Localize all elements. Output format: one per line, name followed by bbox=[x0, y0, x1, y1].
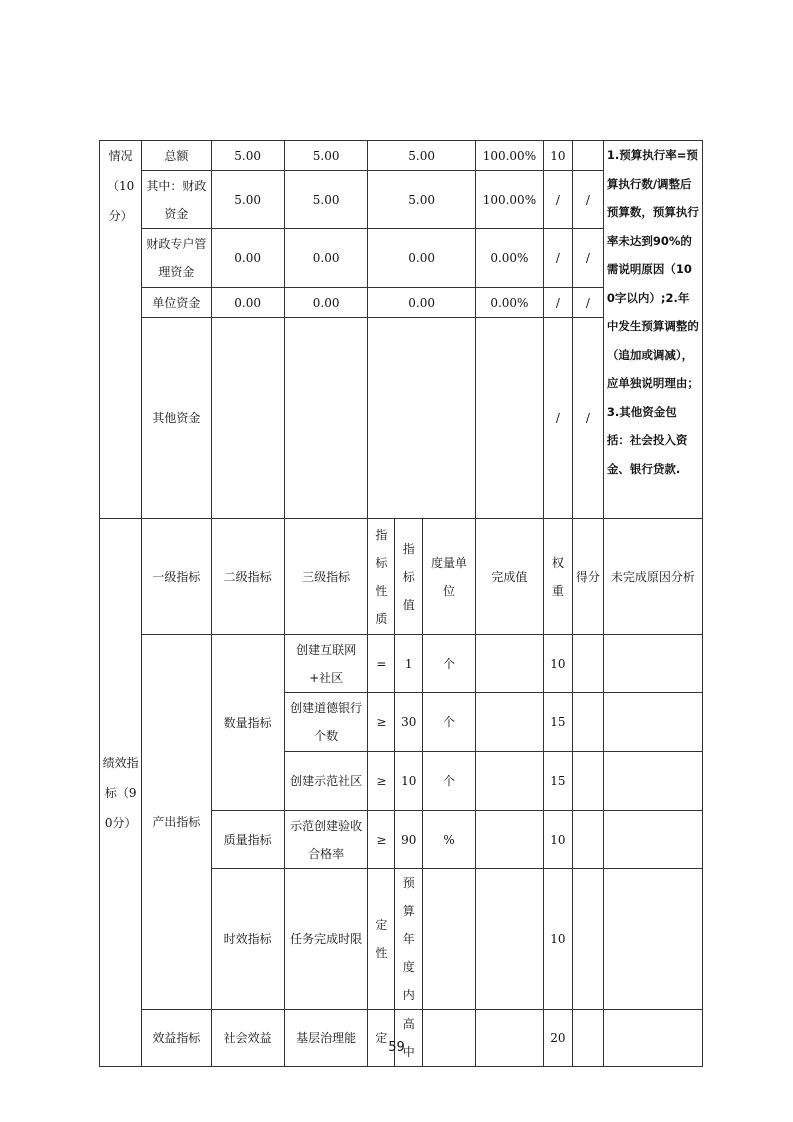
budget-cell-b: 5.00 bbox=[284, 141, 368, 171]
header-unit: 度量单位 bbox=[423, 519, 476, 635]
indicator-score bbox=[572, 1010, 603, 1067]
budget-cell-rate: 0.00% bbox=[475, 288, 543, 318]
budget-row bbox=[100, 141, 703, 171]
budget-cell-a: 0.00 bbox=[211, 288, 284, 318]
budget-cell-b bbox=[284, 318, 368, 519]
quantity-indicator-label: 数量指标 bbox=[211, 635, 284, 811]
budget-cell-weight: 10 bbox=[543, 141, 572, 171]
indicator-nature: ≥ bbox=[368, 693, 395, 752]
budget-cell-rate: 0.00% bbox=[475, 229, 543, 288]
budget-cell-c bbox=[368, 318, 475, 519]
indicator-value: 1 bbox=[395, 635, 423, 693]
indicator-unit: % bbox=[423, 811, 476, 869]
indicator-value: 30 bbox=[395, 693, 423, 752]
indicator-name: 创建互联网+社区 bbox=[284, 635, 368, 693]
budget-cell-score bbox=[572, 141, 603, 171]
header-score: 得分 bbox=[572, 519, 603, 635]
indicator-nature: = bbox=[368, 635, 395, 693]
indicator-score bbox=[572, 869, 603, 1010]
budget-row-name: 其中：财政资金 bbox=[142, 171, 211, 229]
budget-cell-c: 0.00 bbox=[368, 229, 475, 288]
indicator-done bbox=[475, 811, 543, 869]
indicator-weight: 20 bbox=[543, 1010, 572, 1067]
budget-cell-c: 5.00 bbox=[368, 141, 475, 171]
perf-section-label: 绩效指标（90分） bbox=[100, 519, 142, 1067]
indicator-nature: ≥ bbox=[368, 811, 395, 869]
budget-cell-c: 0.00 bbox=[368, 288, 475, 318]
budget-cell-weight: / bbox=[543, 171, 572, 229]
budget-cell-a: 5.00 bbox=[211, 141, 284, 171]
budget-cell-rate: 100.00% bbox=[475, 141, 543, 171]
header-done: 完成值 bbox=[475, 519, 543, 635]
indicator-weight: 15 bbox=[543, 693, 572, 752]
indicator-reason bbox=[603, 1010, 702, 1067]
indicator-weight: 10 bbox=[543, 811, 572, 869]
budget-cell-b: 0.00 bbox=[284, 288, 368, 318]
indicator-reason bbox=[603, 693, 702, 752]
header-level3: 三级指标 bbox=[284, 519, 368, 635]
indicator-unit: 个 bbox=[423, 752, 476, 811]
indicator-reason bbox=[603, 811, 702, 869]
indicator-unit: 个 bbox=[423, 693, 476, 752]
indicator-weight: 10 bbox=[543, 869, 572, 1010]
budget-cell-weight: / bbox=[543, 229, 572, 288]
indicator-reason bbox=[603, 635, 702, 693]
budget-cell-b: 0.00 bbox=[284, 229, 368, 288]
indicator-weight: 15 bbox=[543, 752, 572, 811]
indicator-value: 10 bbox=[395, 752, 423, 811]
header-level1: 一级指标 bbox=[142, 519, 211, 635]
social-benefit-label: 社会效益 bbox=[211, 1010, 284, 1067]
header-reason: 未完成原因分析 bbox=[603, 519, 702, 635]
indicator-name: 创建示范社区 bbox=[284, 752, 368, 811]
perf-header-row bbox=[100, 519, 703, 635]
budget-cell-a bbox=[211, 318, 284, 519]
budget-row-name: 财政专户管理资金 bbox=[142, 229, 211, 288]
indicator-nature: 定 bbox=[368, 1010, 395, 1067]
indicator-nature: 定性 bbox=[368, 869, 395, 1010]
indicator-score bbox=[572, 693, 603, 752]
indicator-unit bbox=[423, 1010, 476, 1067]
indicator-value: 预算年度内 bbox=[395, 869, 423, 1010]
budget-cell-score: / bbox=[572, 288, 603, 318]
indicator-row bbox=[100, 1010, 703, 1067]
benefit-indicator-label: 效益指标 bbox=[142, 1010, 211, 1067]
indicator-value: 高中 bbox=[395, 1010, 423, 1067]
performance-table bbox=[99, 140, 703, 1067]
indicator-value: 90 bbox=[395, 811, 423, 869]
header-weight: 权重 bbox=[543, 519, 572, 635]
budget-cell-rate: 100.00% bbox=[475, 171, 543, 229]
indicator-weight: 10 bbox=[543, 635, 572, 693]
indicator-unit: 个 bbox=[423, 635, 476, 693]
timeliness-indicator-label: 时效指标 bbox=[211, 869, 284, 1010]
indicator-reason bbox=[603, 869, 702, 1010]
budget-cell-weight: / bbox=[543, 318, 572, 519]
indicator-score bbox=[572, 811, 603, 869]
budget-cell-score: / bbox=[572, 318, 603, 519]
budget-cell-c: 5.00 bbox=[368, 171, 475, 229]
indicator-done bbox=[475, 1010, 543, 1067]
header-nature: 指标性质 bbox=[368, 519, 395, 635]
indicator-score bbox=[572, 635, 603, 693]
budget-row-name: 其他资金 bbox=[142, 318, 211, 519]
indicator-done bbox=[475, 869, 543, 1010]
budget-cell-rate bbox=[475, 318, 543, 519]
budget-section-label: 情况（10分） bbox=[100, 141, 142, 519]
header-value: 指标值 bbox=[395, 519, 423, 635]
header-level2: 二级指标 bbox=[211, 519, 284, 635]
budget-cell-score: / bbox=[572, 171, 603, 229]
indicator-row bbox=[100, 635, 703, 693]
quality-indicator-label: 质量指标 bbox=[211, 811, 284, 869]
indicator-score bbox=[572, 752, 603, 811]
indicator-reason bbox=[603, 752, 702, 811]
budget-note: 1.预算执行率=预算执行数/调整后预算数，预算执行率未达到90%的需说明原因（100字以内）;2.年中发生预算调整的（追加或调减），应单独说明理由；3.其他资金包括：社会投入资金、银行贷款. bbox=[603, 141, 702, 519]
indicator-nature: ≥ bbox=[368, 752, 395, 811]
output-indicator-label: 产出指标 bbox=[142, 635, 211, 1010]
indicator-name: 示范创建验收合格率 bbox=[284, 811, 368, 869]
budget-row-name: 总额 bbox=[142, 141, 211, 171]
indicator-done bbox=[475, 752, 543, 811]
budget-cell-a: 5.00 bbox=[211, 171, 284, 229]
budget-cell-b: 5.00 bbox=[284, 171, 368, 229]
indicator-name: 创建道德银行个数 bbox=[284, 693, 368, 752]
indicator-name: 任务完成时限 bbox=[284, 869, 368, 1010]
indicator-unit bbox=[423, 869, 476, 1010]
budget-cell-weight: / bbox=[543, 288, 572, 318]
indicator-done bbox=[475, 635, 543, 693]
budget-cell-score: / bbox=[572, 229, 603, 288]
budget-row-name: 单位资金 bbox=[142, 288, 211, 318]
indicator-done bbox=[475, 693, 543, 752]
page-number: 59 bbox=[388, 1040, 405, 1055]
indicator-name: 基层治理能 bbox=[284, 1010, 368, 1067]
budget-cell-a: 0.00 bbox=[211, 229, 284, 288]
